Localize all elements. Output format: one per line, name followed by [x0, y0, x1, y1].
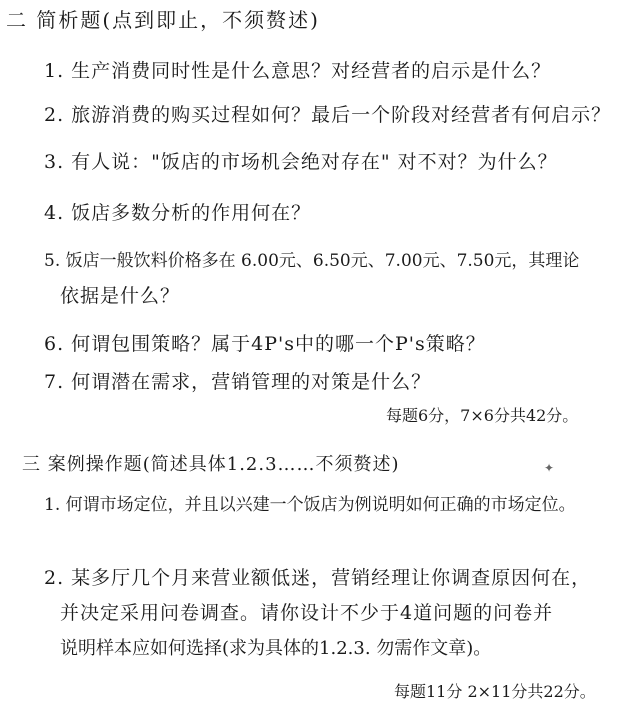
section2-heading: 二 简析题(点到即止，不须赘述) — [6, 8, 320, 32]
section3-question-2-line2: 并决定采用问卷调查。请你设计不少于4道问题的问卷并 — [60, 602, 554, 624]
ink-speck: ✦ — [544, 461, 555, 475]
section2-question-7: 7. 何谓潜在需求，营销管理的对策是什么？ — [44, 371, 432, 393]
section2-score-note: 每题6分，7×6分共42分。 — [386, 406, 579, 425]
section2-question-5-line1: 5. 饭店一般饮料价格多在 6.00元、6.50元、7.00元、7.50元，其理论 — [44, 251, 580, 271]
section2-question-1: 1. 生产消费同时性是什么意思？对经营者的启示是什么？ — [44, 60, 552, 82]
section3-heading: 三 案例操作题(简述具体1.2.3……不须赘述) — [22, 454, 400, 475]
section2-question-3: 3. 有人说："饭店的市场机会绝对存在" 对不对？为什么？ — [44, 151, 558, 173]
section2-question-2: 2. 旅游消费的购买过程如何？最后一个阶段对经营者有何启示？ — [44, 104, 612, 126]
section3-question-2-line1: 2. 某多厅几个月来营业额低迷，营销经理让你调查原因何在， — [44, 567, 592, 589]
section2-question-6: 6. 何谓包围策略？属于4P's中的哪一个P's策略？ — [44, 333, 486, 355]
section2-question-4: 4. 饭店多数分析的作用何在？ — [44, 202, 312, 224]
section3-score-note: 每题11分 2×11分共22分。 — [394, 682, 596, 701]
section3-question-1: 1. 何谓市场定位，并且以兴建一个饭店为例说明如何正确的市场定位。 — [44, 495, 576, 515]
section2-question-5-line2: 依据是什么？ — [60, 285, 181, 307]
section3-question-2-line3: 说明样本应如何选择(求为具体的1.2.3. 勿需作文章)。 — [60, 638, 492, 659]
